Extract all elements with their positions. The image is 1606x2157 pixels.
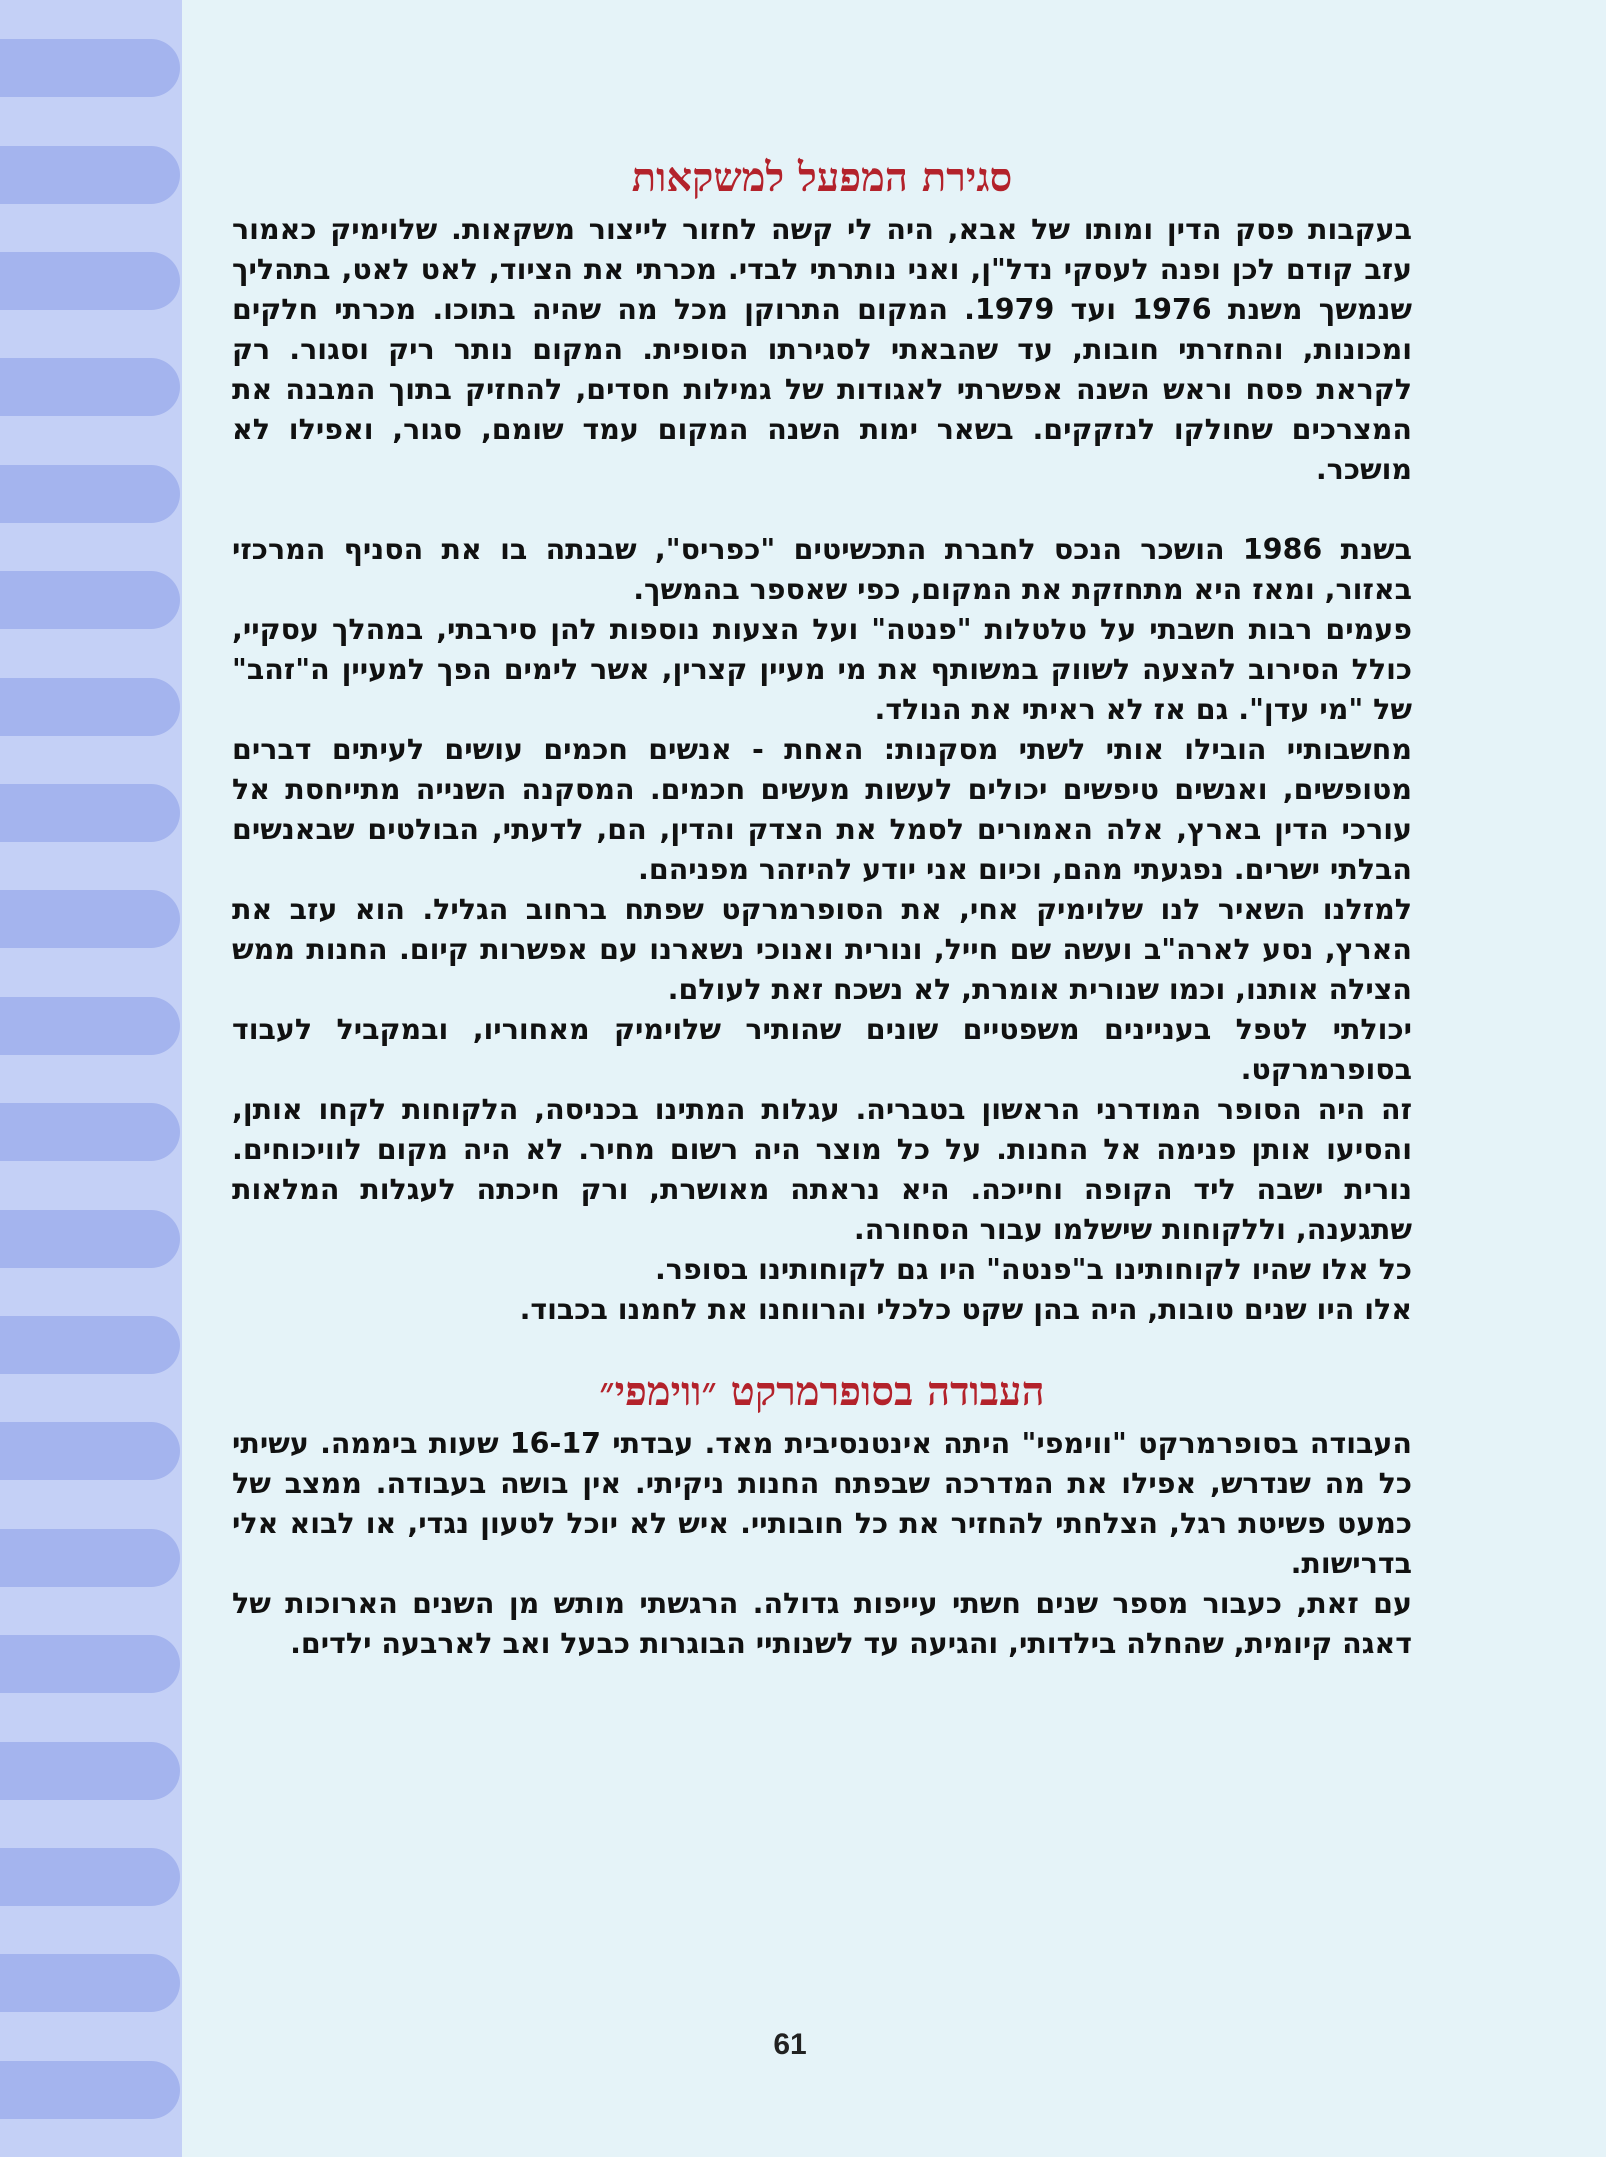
side-band-stripe — [0, 518, 180, 576]
side-band-stripe — [0, 92, 180, 150]
side-band-stripe — [0, 1316, 180, 1374]
side-band-stripe — [0, 1635, 180, 1693]
side-band-stripe — [0, 784, 180, 842]
side-band-stripe — [0, 1210, 180, 1268]
side-band-stripe — [0, 1529, 180, 1587]
side-band-stripe — [0, 1742, 180, 1800]
side-band-stripe — [0, 2008, 180, 2066]
side-band-stripe — [0, 358, 180, 416]
section-title-factory-closure: סגירת המפעל למשקאות — [631, 154, 1013, 201]
side-band-stripe — [0, 2061, 180, 2119]
side-band-stripe — [0, 997, 180, 1055]
side-band-stripe — [0, 0, 180, 44]
side-band-stripe — [0, 1422, 180, 1480]
paragraph: עם זאת, כעבור מספר שנים חשתי עייפות גדולה. הרגשתי מותש מן השנים הארוכות של דאגה קיומית, שהחלה בילדותי, והגיעה עד לשנותיי הבוגרות כבעל ואב לארבעה ילדים. — [232, 1587, 1412, 1660]
side-band-stripe — [0, 571, 180, 629]
side-band-stripe — [0, 624, 180, 682]
side-band-stripe — [0, 2114, 180, 2157]
side-band-stripe — [0, 890, 180, 948]
side-band-stripe — [0, 146, 180, 204]
side-band-stripe — [0, 1582, 180, 1640]
side-band-stripe — [0, 1156, 180, 1214]
side-band-stripe — [0, 1263, 180, 1321]
side-band-stripe — [0, 1795, 180, 1853]
side-band-stripe — [0, 944, 180, 1002]
paragraph: מחשבותיי הובילו אותי לשתי מסקנות: האחת - אנשים חכמים עושים לעיתים דברים מטופשים, ואנשים טיפשים יכולים לעשות מעשים חכמים. המסקנה השנייה מתייחסת אל עורכי הדין בארץ, אלה האמורים לסמל את הצדק והדין, הם, לדעתי, הבולטים שבאנשים הבלתי ישרים. נפגעתי מהם, וכיום אני יודע להיזהר מפניהם. — [232, 733, 1412, 886]
section-title-supermarket-work: העבודה בסופרמרקט ״ווימפי״ — [599, 1368, 1045, 1415]
side-band-stripe — [0, 305, 180, 363]
side-band-stripe — [0, 199, 180, 257]
side-band-stripe — [0, 1050, 180, 1108]
side-band-stripe — [0, 412, 180, 470]
paragraph: כל אלו שהיו לקוחותינו ב"פנטה" היו גם לקוחותינו בסופר. — [654, 1253, 1412, 1286]
side-band-stripe — [0, 1476, 180, 1534]
side-band-stripe — [0, 731, 180, 789]
page-number: 61 — [773, 2028, 807, 2061]
side-band-stripe — [0, 1103, 180, 1161]
paragraph: למזלנו השאיר לנו שלוימיק אחי, את הסופרמרקט שפתח ברחוב הגליל. הוא עזב את הארץ, נסע לארה"ב ועשה שם חייל, ונורית ואנוכי נשארנו עם אפשרות קיום. החנות ממש הצילה אותנו, וכמו שנורית אומרת, לא נשכח זאת לעולם. — [232, 893, 1412, 1006]
side-band-stripe — [0, 1688, 180, 1746]
side-band-stripe — [0, 678, 180, 736]
page-content — [232, 150, 1412, 1664]
side-band-stripe — [0, 39, 180, 97]
side-band-stripe — [0, 1954, 180, 2012]
paragraph: בעקבות פסק הדין ומותו של אבא, היה לי קשה לחזור לייצור משקאות. שלוימיק כאמור עזב קודם לכן ופנה לעסקי נדל"ן, ואני נותרתי לבדי. מכרתי את הציוד, לאט לאט, בתהליך שנמשך משנת 1976 ועד 1979. המקום התרוקן מכל מה שהיה בתוכו. מכרתי חלקים ומכונות, והחזרתי חובות, עד שהבאתי לסגירתו הסופית. המקום נותר ריק וסגור. רק לקראת פסח וראש השנה אפשרתי לאגודות של גמילות חסדים, להחזיק בתוך המבנה את המצרכים שחולקו לנזקקים. בשאר ימות השנה המקום עמד שומם, סגור, ואפילו לא מושכר. — [232, 213, 1412, 486]
side-band-stripe — [0, 252, 180, 310]
side-band-stripe — [0, 1901, 180, 1959]
side-band-stripe — [0, 837, 180, 895]
paragraph: בשנת 1986 הושכר הנכס לחברת התכשיטים "כפריס", שבנתה בו את הסניף המרכזי באזור, ומאז היא מתחזקת את המקום, כפי שאספר בהמשך. — [232, 533, 1412, 606]
paragraph: אלו היו שנים טובות, היה בהן שקט כלכלי והרווחנו את לחמנו בכבוד. — [519, 1293, 1412, 1326]
side-band-stripe — [0, 1848, 180, 1906]
side-band-stripe — [0, 465, 180, 523]
paragraph: פעמים רבות חשבתי על טלטלות "פנטה" ועל הצעות נוספות להן סירבתי, במהלך עסקיי, כולל הסירוב להצעה לשווק במשותף את מי מעיין קצרין, אשר לימים הפך למעיין ה"זהב" של "מי עדן". גם אז לא ראיתי את הנולד. — [232, 613, 1412, 726]
side-band-stripe — [0, 1369, 180, 1427]
paragraph: העבודה בסופרמרקט "ווימפי" היתה אינטנסיבית מאד. עבדתי 16-17 שעות ביממה. עשיתי כל מה שנדרש, אפילו את המדרכה שבפתח החנות ניקיתי. אין בושה בעבודה. ממצב של כמעט פשיטת רגל, הצלחתי להחזיר את כל חובותיי. איש לא יוכל לטעון נגדי, או לבוא אלי בדרישות. — [232, 1427, 1412, 1580]
decorative-side-band — [0, 0, 182, 2157]
paragraph: יכולתי לטפל בעניינים משפטיים שונים שהותיר שלוימיק מאחוריו, ובמקביל לעבוד בסופרמרקט. — [232, 1013, 1412, 1086]
paragraph: זה היה הסופר המודרני הראשון בטבריה. עגלות המתינו בכניסה, הלקוחות לקחו אותן, והסיעו אותן פנימה אל החנות. על כל מוצר היה רשום מחיר. לא היה מקום לוויכוחים. נורית ישבה ליד הקופה וחייכה. היא נראתה מאושרת, ורק חיכתה לעגלות המלאות שתגענה, וללקוחות שישלמו עבור הסחורה. — [232, 1093, 1412, 1246]
